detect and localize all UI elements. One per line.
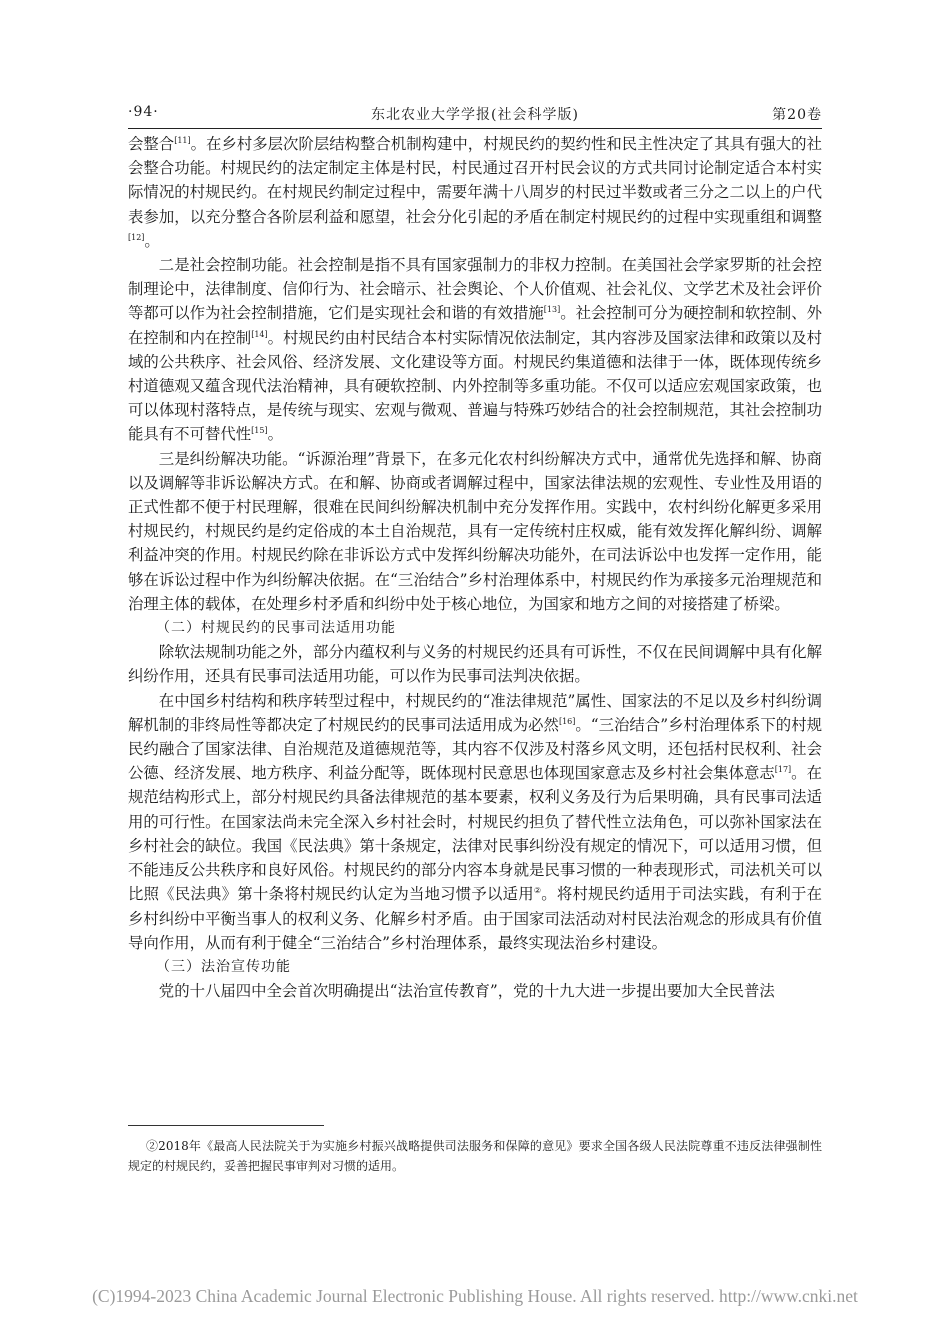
citation[interactable]: [11] bbox=[174, 136, 191, 145]
citation[interactable]: [13] bbox=[543, 305, 561, 315]
header-rule bbox=[128, 128, 822, 129]
journal-title: 东北农业大学学报(社会科学版) bbox=[371, 107, 579, 123]
volume-label: 第20卷 bbox=[772, 107, 822, 123]
citation[interactable]: [14] bbox=[251, 329, 268, 339]
page-number: ·94· bbox=[128, 104, 159, 120]
citation[interactable]: [16] bbox=[558, 716, 576, 726]
footnote: ②2018年《最高人民法院关于为实施乡村振兴战略提供司法服务和保障的意见》要求全国各级人民法院尊重不违反法律强制性规定的村规民约，妥善把握民事审判对习惯的适用。 bbox=[128, 1139, 822, 1173]
paragraph-soft-law: 除软法规制功能之外，部分内蕴权利与义务的村规民约还具有可诉性，不仅在民间调解中具有化解纠纷作用，还具有民事司法适用功能，可以作为民事司法判决依据。 bbox=[128, 643, 822, 686]
section-heading-civil-judicial: （二）村规民约的民事司法适用功能 bbox=[156, 620, 396, 637]
running-header bbox=[128, 104, 822, 126]
paragraph-civil-application: 在中国乡村结构和秩序转型过程中，村规民约的“准法律规范”属性、国家法的不足以及乡村纠纷调解机制的非终局性等都决定了村规民约的民事司法适用成为必然[16]。“三治结合”乡村治理体系下的村规民约融合了国家法律、自治规范及道德规范等，其内容不仅涉及村落乡风文明，还包括村民权利、社会公德、经济发展、地方秩序、利益分配等，既体现村民意思也体现国家意志及乡村社会集体意志[17]。在规范结构形式上，部分村规民约具备法律规范的基本要素，权利义务及行为后果明确，具有民事司法适用的可行性。在国家法尚未完全深入乡村社会时，村规民约担负了替代性立法角色，可以弥补国家法在乡村社会的缺位。我国《民法典》第十条规定，法律对民事纠纷没有规定的情况下，可以适用习惯，但不能违反公共秩序和良好风俗。村规民约的部分内容本身就是民事习惯的一种表现形式，司法机关可以比照《民法典》第十条将村规民约认定为当地习惯予以适用②。将村规民约适用于司法实践，有利于在乡村纠纷中平衡当事人的权利义务、化解乡村矛盾。由于国家司法活动对村民法治观念的形成具有价值导向作用，从而有利于健全“三治结合”乡村治理体系，最终实现法治乡村建设。 bbox=[128, 691, 822, 952]
copyright-watermark: (C)1994-2023 China Academic Journal Electronic Publishing House. All rights reserved. http://www.cnki.net bbox=[92, 1286, 858, 1306]
footnote-rule bbox=[128, 1125, 324, 1126]
citation[interactable]: [17] bbox=[774, 765, 792, 775]
article-body bbox=[128, 132, 822, 1003]
paragraph-dispute-resolution: 三是纠纷解决功能。“诉源治理”背景下，在多元化农村纠纷解决方式中，通常优先选择和解、协商以及调解等非诉讼解决方式。在和解、协商或者调解过程中，国家法律法规的宏观性、专业性及用语的正式性都不便于村民理解，很难在民间纠纷解决机制中充分发挥作用。实践中，农村纠纷化解更多采用村规民约，村规民约是约定俗成的本土自治规范，具有一定传统村庄权威，能有效发挥化解纠纷、调解利益冲突的作用。村规民约除在非诉讼方式中发挥纠纷解决功能外，在司法诉讼中也发挥一定作用，能够在诉讼过程中作为纠纷解决依据。在“三治结合”乡村治理体系中，村规民约作为承接多元治理规范和治理主体的载体，在处理乡村矛盾和纠纷中处于核心地位，为国家和地方之间的对接搭建了桥梁。 bbox=[128, 449, 822, 613]
footnote-marker[interactable]: ② bbox=[533, 886, 542, 896]
section-heading-legal-publicity: （三）法治宣传功能 bbox=[156, 958, 291, 975]
paragraph-legal-publicity: 党的十八届四中全会首次明确提出“法治宣传教育”，党的十九大进一步提出要加大全民普法 bbox=[158, 982, 775, 1001]
paragraph-social-control: 二是社会控制功能。社会控制是指不具有国家强制力的非权力控制。在美国社会学家罗斯的社会控制理论中，法律制度、信仰行为、社会暗示、社会舆论、个人价值观、社会礼仪、文学艺术及社会评价等都可以作为社会控制措施，它们是实现社会和谐的有效措施[13]。社会控制可分为硬控制和软控制、外在控制和内在控制[14]。村规民约由村民结合本村实际情况依法制定，其内容涉及国家法律和政策以及村域的公共秩序、社会风俗、经济发展、文化建设等方面。村规民约集道德和法律于一体，既体现传统乡村道德观又蕴含现代法治精神，具有硬软控制、内外控制等多重功能。不仅可以适应宏观国家政策，也可以体现村落特点，是传统与现实、宏观与微观、普遍与特殊巧妙结合的社会控制规范，其社会控制功能具有不可替代性[15]。 bbox=[128, 256, 822, 444]
citation[interactable]: [15] bbox=[251, 426, 268, 436]
citation[interactable]: [12] bbox=[128, 232, 145, 242]
paragraph-social-integration: 会整合[11]。在乡村多层次阶层结构整合机制构建中，村规民约的契约性和民主性决定了其具有强大的社会整合功能。村规民约的法定制定主体是村民，村民通过召开村民会议的方式共同讨论制定适合本村实际情况的村规民约。在村规民约制定过程中，需要年满十八周岁的村民过半数或者三分之二以上的户代表参加，以充分整合各阶层利益和愿望，社会分化引起的矛盾在制定村规民约的过程中实现重组和调整[12]。 bbox=[128, 135, 822, 250]
